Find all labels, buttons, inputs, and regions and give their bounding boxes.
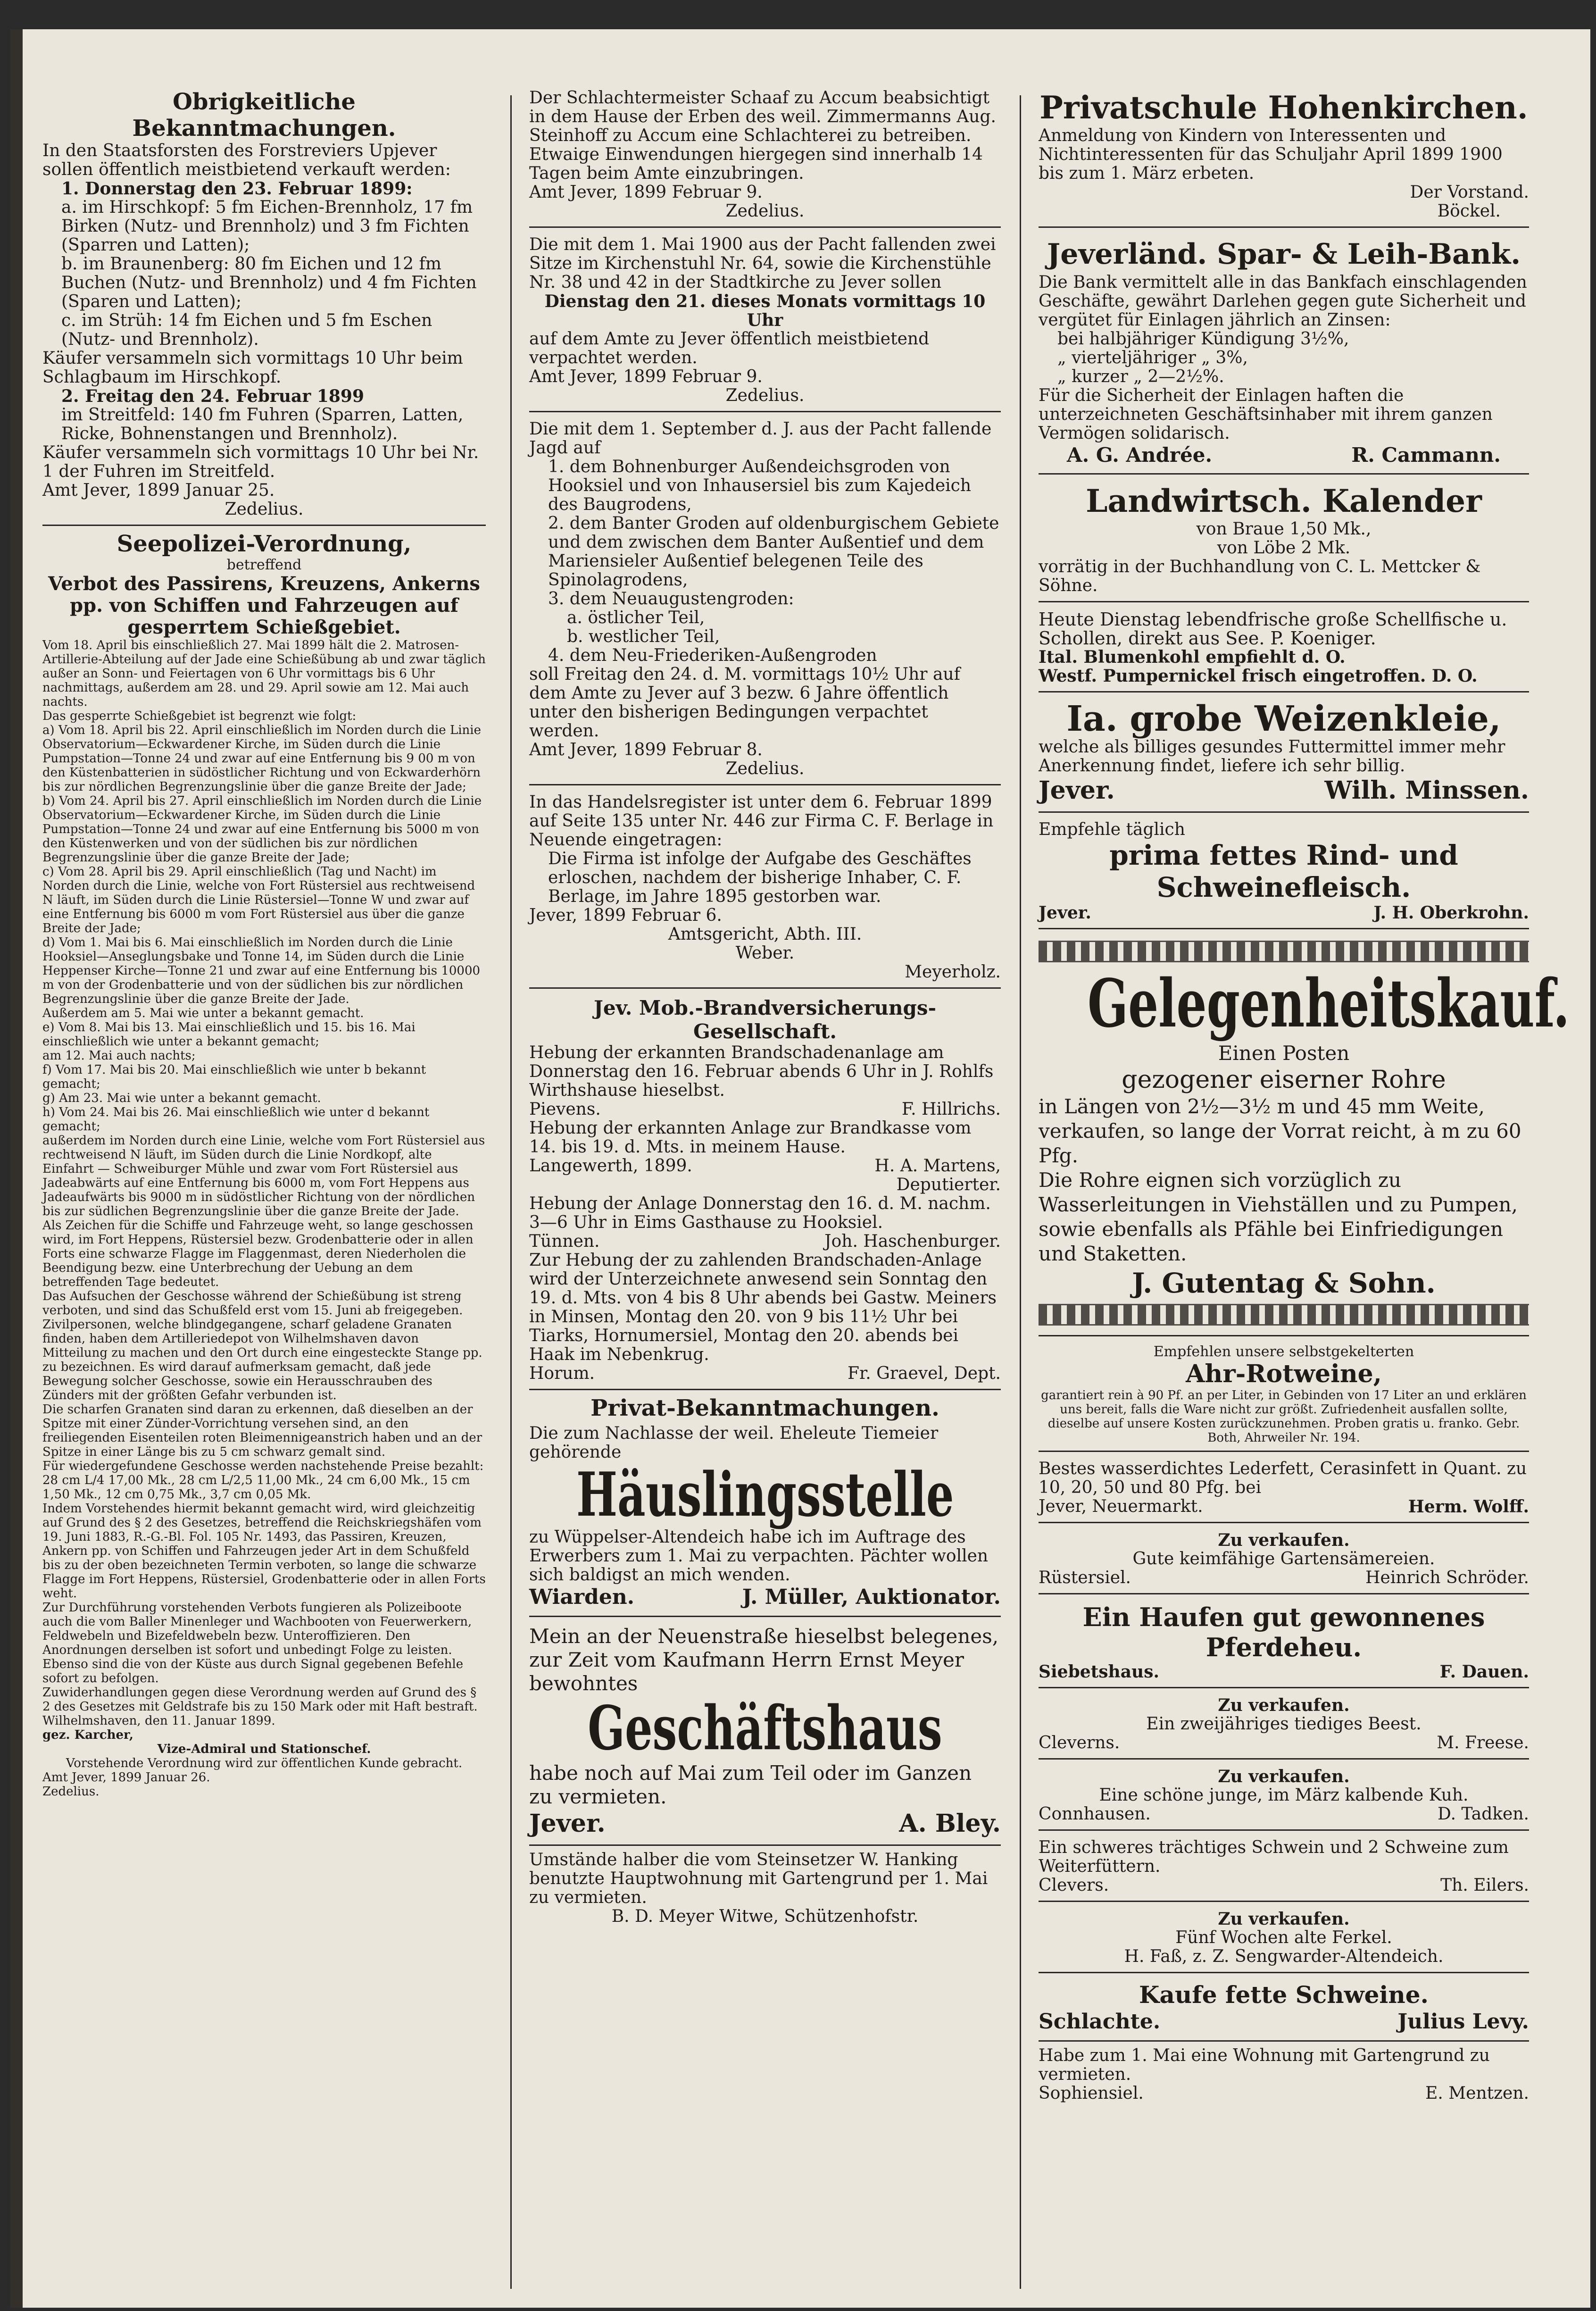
text: Vorstehende Verordnung wird zur öffentlichen Kunde gebracht. — [66, 1756, 463, 1770]
weizenkleie-ad — [1039, 697, 1529, 813]
text: Ein zweijähriges tiediges Beest. — [1146, 1714, 1421, 1734]
text: Umstände halber die vom Steinsetzer W. Hanking benutzte Hauptwohnung mit Gartengrund per 1. Mai zu vermieten. — [529, 1850, 988, 1907]
section-heading: Seepolizei-Verordnung, — [116, 531, 412, 557]
text: Zedelius. — [42, 1785, 100, 1799]
text: Vom 18. April bis einschließlich 27. Mai 1899 hält die 2. Matrosen-Artillerie-Abteilung auf der Jade eine Schießübung ab und zwar täglich außer an Sonn- und Feiertagen von 6 Uhr vormittags bis 6 Uhr nachmittags, außerdem am 28. und 29. April sowie am 12. Mai auch nachts. — [42, 638, 486, 709]
signature: J. H. Oberkrohn. — [1373, 903, 1529, 923]
signature: E. Mentzen. — [1425, 2084, 1529, 2103]
text: d) Vom 1. Mai bis 6. Mai einschließlich im Norden durch die Linie Hooksiel—Anseglungsbake und Tonne 14, im Süden durch die Linie Heppenser Kirche—Tonne 21 und zwar auf eine Entfernung bis 10000 m von der Grodenbatterie und von der südlichen bis zur nördlichen Begrenzungslinie über die ganze Breite der Jade. — [42, 935, 481, 1006]
text: 2. dem Banter Groden auf oldenburgischem Gebiete und dem zwischen dem Banter Außentief und dem Mariensieler Außentief belegenen Teile des Spinolagrodens, — [548, 514, 999, 590]
text: 4. dem Neu-Friederiken-Außengroden — [548, 646, 877, 665]
ad-title: Ein Haufen gut gewonnenes Pferdeheu. — [1082, 1602, 1485, 1662]
signature-row — [529, 1157, 1001, 1176]
place: Langewerth, 1899. — [529, 1156, 692, 1176]
haeuslingsstelle-ad — [529, 1421, 1001, 1617]
signature: Julius Levy. — [1397, 2010, 1529, 2034]
text: habe noch auf Mai zum Teil oder im Ganzen zu vermieten. — [529, 1761, 972, 1808]
text: c) Vom 28. April bis 29. April einschließlich (Tag und Nacht) im Norden durch die Linie, welche von Fort Rüstersiel aus rechtweisend N läuft, im Süden durch die Linie Rüstersiel—Tonne W und zwar auf eine Entfernung bis 6000 m vom Fort Rüstersiel aus über die ganze Breite der Jade; — [42, 865, 475, 935]
text: auf dem Amte zu Jever öffentlich meistbietend verpachtet werden. — [529, 329, 930, 367]
signature-row — [529, 1100, 1001, 1119]
place: Horum. — [529, 1364, 595, 1383]
text: Etwaige Einwendungen hiergegen sind innerhalb 14 Tagen beim Amte einzubringen. — [529, 145, 983, 183]
signature: Herm. Wolff. — [1408, 1497, 1529, 1517]
text: c. im Strüh: 14 fm Eichen und 5 fm Eschen (Nutz- und Brennholz). — [61, 311, 432, 349]
text: Einen Posten — [1218, 1042, 1350, 1065]
text: Eine schöne junge, im März kalbende Kuh. — [1099, 1785, 1469, 1805]
signature: D. Tadken. — [1438, 1804, 1529, 1824]
text: von Löbe 2 Mk. — [1217, 538, 1351, 558]
text: Für wiedergefundene Geschosse werden nachstehende Preise bezahlt: 28 cm L/4 17,00 Mk., 28 cm L/2,5 11,00 Mk., 24 cm 6,00 Mk., 15 cm 1,50 Mk., 12 cm 0,75 Mk., 3,7 cm 0,05 Mk. — [42, 1459, 484, 1502]
signature: Böckel. — [1437, 201, 1501, 221]
text: Heute Dienstag lebendfrische große Schellfische u. Schollen, direkt aus See. P. Koeniger. — [1039, 609, 1507, 649]
text: Gute keimfähige Gartensämereien. — [1132, 1549, 1435, 1568]
privatschule-ad — [1039, 86, 1529, 228]
section-heading: Jev. Mob.-Brandversicherungs-Gesellschaft. — [593, 996, 937, 1043]
kaufe-schweine-ad — [1039, 1978, 1529, 2042]
text: e) Vom 8. Mai bis 13. Mai einschließlich und 15. bis 16. Mai einschließlich wie unter a bekannt gemacht; — [42, 1020, 416, 1049]
signature: J. Gutentag & Sohn. — [1132, 1267, 1436, 1299]
text: bei halbjähriger Kündigung 3½%, — [1057, 329, 1349, 349]
place: Sophiensiel. — [1039, 2084, 1144, 2103]
rotwein-ad — [1039, 1341, 1529, 1452]
text: In den Staatsforsten des Forstreviers Upjever sollen öffentlich meistbietend verkauft werden: — [42, 141, 451, 179]
ornament-border — [1039, 1304, 1529, 1326]
signature-row — [1039, 2084, 1529, 2103]
signature: Zedelius. — [725, 386, 805, 405]
text: Amt Jever, 1899 Februar 9. — [529, 367, 763, 386]
place: Connhausen. — [1039, 1804, 1151, 1824]
text: Amt Jever, 1899 Januar 25. — [42, 481, 275, 500]
column-1 — [42, 86, 486, 1799]
text: Zur Durchführung vorstehenden Verbots fungieren als Polizeiboote auch die vom Baller Minenleger und Wachbooten von Feuerwerkern, Feldwebeln und Bizefeldwebeln bezw. Unteroffizieren. Den Anordnungen derselben ist sofort und unbedingt Folge zu leisten. Ebenso sind die von der Küste aus durch Signal gegebenen Befehle sofort zu befolgen. — [42, 1601, 472, 1685]
text: in Längen von 2½—3½ m und 45 mm Weite, verkaufen, so lange der Vorrat reicht, à m zu 60 Pfg. — [1039, 1095, 1521, 1167]
place: Jever. — [529, 1809, 606, 1838]
column-3 — [1039, 86, 1570, 2103]
text: betreffend — [226, 557, 302, 573]
text: Amt Jever, 1899 Februar 8. — [529, 740, 763, 759]
text: Anmeldung von Kindern von Interessenten und Nichtinteressenten für das Schuljahr April 1899 1900 bis zum 1. März erbeten. — [1039, 126, 1503, 183]
text: gezogener eiserner Rohre — [1122, 1066, 1446, 1094]
place: Jever. — [1039, 903, 1091, 923]
signature: A. G. Andrée. — [1067, 443, 1213, 467]
beest-ad — [1039, 1693, 1529, 1760]
signature: F. Hillrichs. — [901, 1100, 1001, 1119]
text: Hebung der erkannten Brandschadenanlage am Donnerstag den 16. Februar abends 6 Uhr in J. Rohlfs Wirthshause hieselbst. — [529, 1043, 994, 1100]
text: Die scharfen Granaten sind daran zu erkennen, daß dieselben an der Spitze mit einer Zünder-Vorrichtung versehen sind, an den freiliegenden Eisenteilen roten Bleimennigeanstrich haben und an der Spitze in einer Länge bis zu 5 cm schwarz gemalt sind. — [42, 1402, 482, 1459]
signature: Zedelius. — [725, 201, 805, 221]
text: „ kurzer „ 2—2½%. — [1057, 367, 1224, 386]
text: b. im Braunenberg: 80 fm Eichen und 12 fm Buchen (Nutz- und Brennholz) und 4 fm Fichten (Sparen und Latten); — [61, 254, 477, 311]
text: 1. Donnerstag den 23. Februar 1899: — [61, 179, 413, 199]
signature: R. Cammann. — [1351, 443, 1501, 467]
kirchenstuhl-notice — [529, 233, 1001, 412]
signature: M. Freese. — [1437, 1733, 1529, 1752]
jagd-notice — [529, 417, 1001, 785]
signature: Weber. — [735, 943, 795, 963]
text: im Streitfeld: 140 fm Fuhren (Sparren, Latten, Ricke, Bohnenstangen und Brennholz). — [61, 405, 464, 443]
section-heading: Privat-Bekanntmachungen. — [590, 1395, 939, 1421]
ad-title: Geschäftshaus — [588, 1693, 942, 1764]
text: Käufer versammeln sich vormittags 10 Uhr bei Nr. 1 der Fuhren im Streitfeld. — [42, 443, 479, 481]
text: 3. dem Neuaugustengroden: — [548, 589, 794, 609]
signature-row — [1039, 903, 1529, 922]
text: Mein an der Neuenstraße hieselbst belegenes, zur Zeit vom Kaufmann Herrn Ernst Meyer bewohntes — [529, 1625, 999, 1695]
gelegenheitskauf-ad — [1039, 934, 1570, 1336]
text: Wilhelmshaven, den 11. Januar 1899. — [42, 1714, 275, 1728]
signature: Fr. Graevel, Dept. — [847, 1364, 1001, 1383]
place: Cleverns. — [1039, 1733, 1120, 1752]
ad-title: Zu verkaufen. — [1218, 1767, 1350, 1786]
text: Hebung der erkannten Anlage zur Brandkasse vom 14. bis 19. d. Mts. in meinem Hause. — [529, 1118, 972, 1157]
text: Amtsgericht, Abth. III. — [668, 925, 862, 944]
section-heading: Obrigkeitliche Bekanntmachungen. — [132, 89, 396, 142]
place: Tünnen. — [529, 1232, 600, 1251]
text: Die Rohre eignen sich vorzüglich zu Wasserleitungen in Viehställen und zu Pumpen, sowie ebenfalls als Pfähle bei Einfriedigungen und Staketten. — [1039, 1168, 1518, 1265]
text: Indem Vorstehendes hiermit bekannt gemacht wird, wird gleichzeitig auf Grund des § 2 des Gesetzes, betreffend die Reichskriegshäfen vom 19. Juni 1883, R.-G.-Bl. Fol. 105 Nr. 1493, das Passiren, Kreuzen, Ankern pp. von Schiffen und Fahrzeugen jeder Art in dem Schußfeld bis zu der oben bezeichneten Termin verboten, so lange die schwarze Flagge im Fort Heppens, Rüstersiel, Grodenbatterie oder in allen Forts weht. — [42, 1502, 486, 1601]
wohnung-ad — [529, 1851, 1001, 1926]
seepolizei-notice — [42, 531, 486, 1799]
text: Für die Sicherheit der Einlagen haften die unterzeichneten Geschäftsinhaber mit ihrem ganzen Vermögen solidarisch. — [1039, 386, 1493, 443]
signature: Heinrich Schröder. — [1365, 1568, 1529, 1587]
signature: J. Müller, Auktionator. — [742, 1585, 1001, 1609]
signature: F. Dauen. — [1439, 1662, 1529, 1682]
signature: Wilh. Minssen. — [1324, 776, 1529, 805]
text: Käufer versammeln sich vormittags 10 Uhr beim Schlagbaum im Hirschkopf. — [42, 349, 463, 387]
text: Zur Hebung der zu zahlenden Brandschaden-Anlage wird der Unterzeichnete anwesend sein Sonntag den 19. d. Mts. von 4 bis 8 Uhr abends bei Gastw. Meiners in Minsen, Montag den 20. von 9 bis 11½ Uhr bei Tiarks, Hornumersiel, Montag den 20. abends bei Haak im Nebenkrug. — [529, 1251, 997, 1364]
kuh-ad — [1039, 1764, 1529, 1831]
signature-row — [1039, 1497, 1529, 1516]
text: soll Freitag den 24. d. M. vormittags 10½ Uhr auf dem Amte zu Jever auf 3 bezw. 6 Jahre öffentlich unter den bisherigen Bedingungen verpachtet werden. — [529, 665, 960, 741]
schlachterei-notice — [529, 86, 1001, 228]
text: Amt Jever, 1899 Januar 26. — [42, 1770, 210, 1785]
signature-row — [529, 1364, 1001, 1383]
signature: B. D. Meyer Witwe, Schützenhofstr. — [611, 1907, 919, 1926]
text: Als Zeichen für die Schiffe und Fahrzeuge weht, so lange geschossen wird, im Fort Heppens, Rüstersiel bezw. Grodenbatterie oder in allen Forts eine schwarze Flagge im Flaggenmast, deren Niederholen die Beendigung bezw. eine Unterbrechung der Uebung an dem betreffenden Tage bedeutet. — [42, 1218, 474, 1289]
signature: Zedelius. — [224, 500, 304, 519]
column-rule — [510, 95, 512, 2289]
signature-row — [529, 1232, 1001, 1251]
text: Ital. Blumenkohl empfiehlt d. O. — [1039, 647, 1346, 667]
place: Wiarden. — [529, 1585, 635, 1609]
place: Pievens. — [529, 1100, 601, 1119]
signature: A. Bley. — [899, 1809, 1001, 1838]
text: 2. Freitag den 24. Februar 1899 — [61, 386, 365, 406]
text: garantiert rein à 90 Pf. an per Liter, in Gebinden von 17 Liter an und erklären uns bereit, falls die Ware nicht zur größt. Zufriedenheit ausfallen sollte, dieselbe auf unsere Kosten zurückzunehmen. Proben gratis u. franko. Gebr. Both, Ahrweiler Nr. 194. — [1041, 1388, 1527, 1445]
wohnung-mentzen-ad — [1039, 2046, 1529, 2103]
text: Die mit dem 1. September d. J. aus der Pacht fallende Jagd auf — [529, 419, 992, 458]
ad-title: Ia. grobe Weizenkleie, — [1066, 699, 1501, 739]
ad-title: Landwirtsch. Kalender — [1086, 483, 1482, 519]
text: Die Bank vermittelt alle in das Bankfach einschlagenden Geschäfte, gewährt Darlehen gegen gute Sicherheit und vergütet für Einlagen jährlich an Zinsen: — [1039, 273, 1527, 330]
signature-row — [529, 1809, 1001, 1839]
brandversicherung-notice — [529, 993, 1001, 1390]
forst-notice — [42, 86, 486, 526]
signature-row — [1039, 1876, 1529, 1895]
text: Der Vorstand. — [1410, 183, 1529, 202]
column-rule — [1020, 95, 1021, 2289]
fisch-ad — [1039, 607, 1529, 692]
text: Habe zum 1. Mai eine Wohnung mit Gartengrund zu vermieten. — [1039, 2046, 1490, 2084]
text: Dienstag den 21. dieses Monats vormittags 10 Uhr — [544, 292, 986, 330]
text: Die Firma ist infolge der Aufgabe des Geschäftes erloschen, nachdem der bisherige Inhaber, C. F. Berlage, im Jahre 1895 gestorben war. — [548, 849, 972, 906]
text: Jever, 1899 Februar 6. — [529, 906, 722, 925]
text: Fünf Wochen alte Ferkel. — [1175, 1928, 1392, 1947]
text: Der Schlachtermeister Schaaf zu Accum beabsichtigt in dem Hause der Erben des weil. Zimmermanns Aug. Steinhoff zu Accum eine Schlachterei zu betreiben. — [529, 88, 996, 145]
signature: Zedelius. — [725, 759, 805, 778]
text: am 12. Mai auch nachts; — [42, 1049, 196, 1063]
place: Jever. — [1039, 776, 1115, 805]
signature-row — [529, 1585, 1001, 1610]
text: Die zum Nachlasse der weil. Eheleute Tiemeier gehörende — [529, 1424, 939, 1462]
signature-row — [1039, 1662, 1529, 1681]
text: Zivilpersonen, welche blindgegangene, scharf geladene Granaten finden, haben dem Artilleriedepot von Wilhelmshaven davon Mitteilung zu machen und den Ort durch eine eingesteckte Stange pp. zu bezeichnen. Es wird darauf aufmerksam gemacht, daß jede Bewegung solcher Geschosse, sowie ein Herausschrauben des Zünders mit der größten Gefahr verbunden ist. — [42, 1318, 482, 1402]
ornament-border — [1039, 941, 1529, 962]
text: Amt Jever, 1899 Februar 9. — [529, 183, 763, 202]
place: Rüstersiel. — [1039, 1568, 1131, 1587]
text: welche als billiges gesundes Futtermittel immer mehr Anerkennung findet, liefere ich sehr billig. — [1039, 737, 1505, 776]
text: Westf. Pumpernickel frisch eingetroffen. D. O. — [1039, 666, 1478, 686]
text: Hebung der Anlage Donnerstag den 16. d. M. nachm. 3—6 Uhr in Eims Gasthause zu Hooksiel. — [529, 1194, 991, 1232]
ad-title: Zu verkaufen. — [1218, 1695, 1350, 1715]
text: a. im Hirschkopf: 5 fm Eichen-Brennholz, 17 fm Birken (Nutz- und Brennholz) und 3 fm Fichten (Sparren und Latten); — [61, 198, 473, 255]
text: Ein schweres trächtiges Schwein und 2 Schweine zum Weiterfüttern. — [1039, 1838, 1509, 1876]
newspaper-page — [10, 29, 1590, 2308]
saemereien-ad — [1039, 1528, 1529, 1594]
signature-row — [1039, 1734, 1529, 1752]
signature: Vize-Admiral und Stationschef. — [157, 1742, 371, 1756]
ad-title: Gelegenheitskauf. — [1088, 965, 1570, 1043]
signature-row — [1039, 1568, 1529, 1587]
signature-row — [1039, 2009, 1529, 2035]
signature-row — [1039, 443, 1529, 467]
text: b. westlicher Teil, — [567, 627, 720, 646]
pferdeheu-ad — [1039, 1599, 1529, 1688]
bank-ad — [1039, 233, 1529, 475]
text: „ vierteljähriger „ 3%, — [1057, 348, 1248, 367]
page-gutter — [10, 29, 23, 2308]
text: Außerdem am 5. Mai wie unter a bekannt gemacht. — [42, 1006, 364, 1020]
signature-row — [1039, 1805, 1529, 1824]
ad-title: Privatschule Hohenkirchen. — [1039, 89, 1528, 126]
text: außerdem im Norden durch eine Linie, welche vom Fort Rüstersiel aus rechtweisend N läuft, im Süden durch die Linie Nordkopf, alte Einfahrt — Schweiburger Mühle und zwar vom Fort Rüstersiel aus Jadeabwärts auf eine Entfernung bis 6000 m, vom Fort Heppens aus Jadeaufwärts bis 9000 m in südöstlicher Richtung von der nördlichen bis zur südlichen Begrenzungslinie über die ganze Breite der Jade. — [42, 1134, 485, 1218]
text: g) Am 23. Mai wie unter a bekannt gemacht. — [42, 1091, 321, 1105]
ad-title: Zu verkaufen. — [1218, 1909, 1350, 1929]
ad-title: Ahr-Rotweine, — [1186, 1360, 1382, 1388]
ferkel-ad — [1039, 1907, 1529, 1973]
text: b) Vom 24. April bis 27. April einschließlich im Norden durch die Linie Observatorium—Eckwardener Kirche, im Süden durch die Linie Pumpstation—Tonne 24 und zwar auf eine Entfernung bis 5000 m von den Küstenwerken und von der südlichen bis zur nördlichen Begrenzungslinie über die ganze Breite der Jade; — [42, 794, 482, 865]
text: Deputierter. — [896, 1175, 1001, 1194]
text: Die mit dem 1. Mai 1900 aus der Pacht fallenden zwei Sitze im Kirchenstuhl Nr. 64, sowie die Kirchenstühle Nr. 38 und 42 in der Stadtkirche zu Jever sollen — [529, 235, 996, 292]
ad-title: Zu verkaufen. — [1218, 1530, 1350, 1550]
text: Empfehlen unsere selbstgekelterten — [1153, 1343, 1414, 1360]
subheading: Verbot des Passirens, Kreuzens, Ankerns pp. von Schiffen und Fahrzeugen auf gesperrtem Schießgebiet. — [48, 573, 480, 638]
fleisch-ad — [1039, 818, 1529, 929]
text: 1. dem Bohnenburger Außendeichsgroden von Hooksiel und von Inhausersiel bis zum Kajedeich des Baugrodens, — [548, 457, 972, 514]
text: vorrätig in der Buchhandlung von C. L. Mettcker & Söhne. — [1039, 557, 1481, 595]
text: h) Vom 24. Mai bis 26. Mai einschließlich wie unter d bekannt gemacht; — [42, 1105, 430, 1134]
signature: Meyerholz. — [905, 962, 1001, 982]
kalender-ad — [1039, 479, 1529, 602]
geschaeftshaus-ad — [529, 1622, 1001, 1846]
text: Das gesperrte Schießgebiet ist begrenzt wie folgt: — [42, 709, 357, 723]
ad-title: Häuslingsstelle — [576, 1460, 954, 1530]
ad-title: Jeverländ. Spar- & Leih-Bank. — [1047, 238, 1521, 271]
place: Siebetshaus. — [1039, 1662, 1160, 1682]
text: f) Vom 17. Mai bis 20. Mai einschließlich wie unter b bekannt gemacht; — [42, 1063, 426, 1091]
seepolizei-body — [42, 638, 486, 1799]
text: Das Aufsuchen der Geschosse während der Schießübung ist streng verboten, und sind das Schußfeld erst vom 15. Juni ab freigegeben. — [42, 1289, 463, 1318]
place: Schlachte. — [1039, 2010, 1161, 2034]
signature: H. Faß, z. Z. Sengwarder-Altendeich. — [1124, 1947, 1444, 1966]
text: In das Handelsregister ist unter dem 6. Februar 1899 auf Seite 135 unter Nr. 446 zur Firma C. F. Berlage in Neuende eingetragen: — [529, 793, 994, 850]
text: zu Wüppelser-Altendeich habe ich im Auftrage des Erwerbers zum 1. Mai zu verpachten. Pächter wollen sich baldigst an mich wenden. — [529, 1527, 989, 1585]
text: von Braue 1,50 Mk., — [1196, 519, 1372, 539]
signature: H. A. Martens, — [874, 1156, 1001, 1176]
column-2 — [529, 86, 1001, 1926]
lederfett-ad — [1039, 1457, 1529, 1523]
handelsregister-notice — [529, 790, 1001, 989]
place: Clevers. — [1039, 1876, 1109, 1895]
text: gez. Karcher, — [42, 1728, 133, 1742]
signature: Joh. Haschenburger. — [824, 1232, 1001, 1251]
place: Jever, Neuermarkt. — [1039, 1497, 1203, 1516]
signature: Th. Eilers. — [1440, 1876, 1529, 1895]
text: Empfehle täglich — [1039, 820, 1185, 839]
ad-title: prima fettes Rind- und Schweinefleisch. — [1109, 839, 1458, 903]
schwein-ad — [1039, 1835, 1529, 1902]
ad-title: Kaufe fette Schweine. — [1139, 1981, 1429, 2009]
text: a) Vom 18. April bis 22. April einschließlich im Norden durch die Linie Observatorium—Eckwardener Kirche, im Süden durch die Linie Pumpstation—Tonne 24 und zwar auf eine Entfernung bis 9 00 m von den Küstenbatterien in südöstlicher Richtung und von Eckwarderhörn bis zur nördlichen Begrenzungslinie über die ganze Breite der Jade; — [42, 723, 481, 794]
text: Bestes wasserdichtes Lederfett, Cerasinfett in Quant. zu 10, 20, 50 und 80 Pfg. bei — [1039, 1459, 1527, 1497]
signature-row — [1039, 776, 1529, 806]
text: a. östlicher Teil, — [567, 608, 705, 627]
text: Zuwiderhandlungen gegen diese Verordnung werden auf Grund des § 2 des Gesetzes mit Geldstrafe bis zu 150 Mark oder mit Haft bestraft. — [42, 1685, 478, 1714]
